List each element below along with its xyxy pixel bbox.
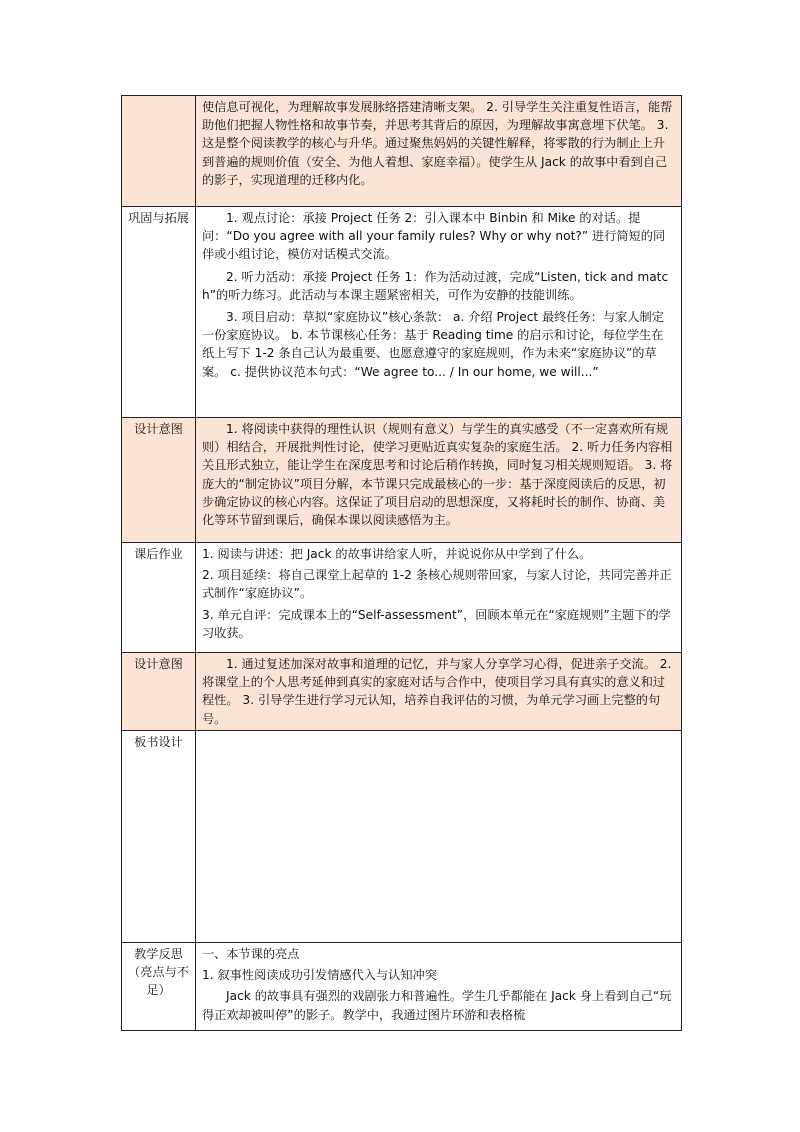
consolidation-item-1: 1. 观点讨论：承接 Project 任务 2：引入课本中 Binbin 和 Mike 的对话。提问：“Do you agree with all your family rules? Why or why not?” 进行简短的同伴或小组讨论，模仿对话模式交流。 bbox=[202, 211, 666, 262]
homework-content bbox=[196, 543, 682, 653]
reflection-label-line-1: 教学反思 bbox=[134, 947, 183, 961]
consolidation-item-3: 3. 项目启动：草拟“家庭协议”核心条款： a. 介绍 Project 最终任务：与家人制定一份家庭协议。 b. 本节课核心任务：基于 Reading time 的启示和讨论，每位学生在纸上写下 1-2 条自己认为最重要、也愿意遵守的家庭规则，作为未来“家庭协议”的草案。 c. 提供协议范本句式：“We agree to... / In our home, we will...” bbox=[202, 310, 664, 379]
homework-item-2: 2. 项目延续：将自己课堂上起草的 1-2 条核心规则带回家，与家人讨论，共同完善并正式制作“家庭协议”。 bbox=[202, 568, 672, 601]
reflection-subheading: 1. 叙事性阅读成功引发情感代入与认知冲突 bbox=[202, 968, 437, 983]
reflection-paragraph: Jack 的故事具有强烈的戏剧张力和普遍性。学生几乎都能在 Jack 身上看到自己“玩得正欢却被叫停”的影子。教学中，我通过图片环游和表格梳 bbox=[202, 989, 672, 1022]
row-design-intent-2 bbox=[122, 653, 682, 731]
consolidation-label: 巩固与拓展 bbox=[122, 207, 196, 418]
row-board-design bbox=[122, 731, 682, 943]
design-intent-text-2: 1. 通过复述加深对故事和道理的记忆，并与家人分享学习心得，促进亲子交流。 2. 将课堂上的个人思考延伸到真实的家庭对话与合作中，使项目学习具有真实的意义和过程性。 3. 引导学生进行学习元认知，培养自我评估的习惯，为单元学习画上完整的句号。 bbox=[196, 653, 682, 731]
homework-item-1: 1. 阅读与讲述：把 Jack 的故事讲给家人听，并说说你从中学到了什么。 bbox=[202, 547, 592, 561]
reflection-label-line-2: （亮点与不足） bbox=[128, 965, 189, 998]
row-design-intent-1 bbox=[122, 418, 682, 543]
intent-continued-text: 使信息可视化，为理解故事发展脉络搭建清晰支架。 2. 引导学生关注重复性语言，能帮助他们把握人物性格和故事节奏，并思考其背后的原因，为理解故事寓意埋下伏笔。 3. 这是整个阅读教学的核心与升华。通过聚焦妈妈的关键性解释，将零散的行为制止上升到普遍的规则价值（安全、为他人着想、家庭幸福）。使学生从 Jack 的故事中看到自己的影子，实现道理的迁移内化。 bbox=[196, 96, 682, 207]
design-intent-text-1: 1. 将阅读中获得的理性认识（规则有意义）与学生的真实感受（不一定喜欢所有规则）相结合，开展批判性讨论，使学习更贴近真实复杂的家庭生活。 2. 听力任务内容相关且形式独立，能让学生在深度思考和讨论后稍作转换，同时复习相关规则短语。 3. 将庞大的“制定协议”项目分解，本节课只完成最核心的一步：基于深度阅读后的反思，初步确定协议的核心内容。这保证了项目启动的思想深度，又将耗时长的制作、协商、美化等环节留到课后，确保本课以阅读感悟为主。 bbox=[196, 418, 682, 543]
consolidation-content bbox=[196, 207, 682, 418]
row-label-empty bbox=[122, 96, 196, 207]
board-design-label: 板书设计 bbox=[122, 731, 196, 943]
row-intent-continued bbox=[122, 96, 682, 207]
row-homework bbox=[122, 543, 682, 653]
reflection-label bbox=[122, 943, 196, 1031]
lesson-plan-table bbox=[121, 95, 682, 1031]
design-intent-label-1: 设计意图 bbox=[122, 418, 196, 543]
reflection-heading: 一、本节课的亮点 bbox=[202, 947, 300, 961]
board-design-area bbox=[196, 731, 682, 943]
design-intent-label-2: 设计意图 bbox=[122, 653, 196, 731]
row-reflection bbox=[122, 943, 682, 1031]
row-consolidation bbox=[122, 207, 682, 418]
homework-label: 课后作业 bbox=[122, 543, 196, 653]
consolidation-item-2: 2. 听力活动：承接 Project 任务 1：作为活动过渡，完成“Listen, tick and match”的听力练习。此活动与本课主题紧密相关，可作为安静的技能训练。 bbox=[202, 269, 669, 302]
homework-item-3: 3. 单元自评：完成课本上的“Self-assessment”，回顾本单元在“家庭规则”主题下的学习收获。 bbox=[202, 607, 671, 640]
reflection-content bbox=[196, 943, 682, 1031]
